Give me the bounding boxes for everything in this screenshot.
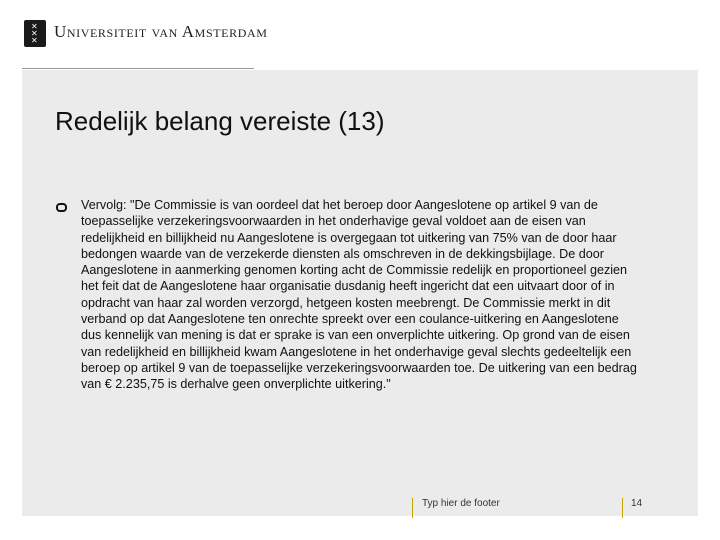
slide-body-text: Vervolg: "De Commissie is van oordeel dat het beroep door Aangeslotene op artikel 9 van de toepasselijke verzekeringsvoorwaarden in het onderhavige geval voldoet aan de eisen van redelijkheid en billijkheid nu Aangeslotene is overgegaan tot uitkering van 75% van de door haar bedongen waarde van de verzekerde diensten als omschreven in de dekkingsbijlage. De door Aangeslotene in aanmerking genomen korting acht de Commissie redelijk en proportioneel gezien het feit dat de Aangeslotene haar organisatie dusdanig heeft ingericht dat een uitvaart door of in opdracht van haar zal worden verzorgd, hetgeen kosten meebrengt. De Commissie merkt in dit verband op dat Aangeslotene ten onrechte spreekt over een coulance-uitkering en Aangeslotene dus kennelijk van mening is dat er sprake is van een onverplichte uitkering. Op grond van de eisen van redelijkheid en billijkheid kwam Aangeslotene in het onderhavige geval slechts gedeeltelijk een beroep op artikel 9 van de toepasselijke verzekeringsvoorwaarden toe. De uitkering van een bedrag van € 2.235,75 is derhalve geen onverplichte uitkering." xyxy=(81,198,637,392)
page-number: 14 xyxy=(622,498,642,518)
header xyxy=(0,0,720,70)
slide-title: Redelijk belang vereiste (13) xyxy=(55,106,385,136)
header-divider xyxy=(22,68,254,69)
university-wordmark: Universiteit van Amsterdam xyxy=(54,22,268,41)
uva-crest-icon: ✕ ✕ ✕ xyxy=(24,20,46,47)
footer-text: Typ hier de footer xyxy=(412,498,500,518)
circle-bullet-icon xyxy=(56,203,67,212)
slide-content xyxy=(22,70,698,516)
